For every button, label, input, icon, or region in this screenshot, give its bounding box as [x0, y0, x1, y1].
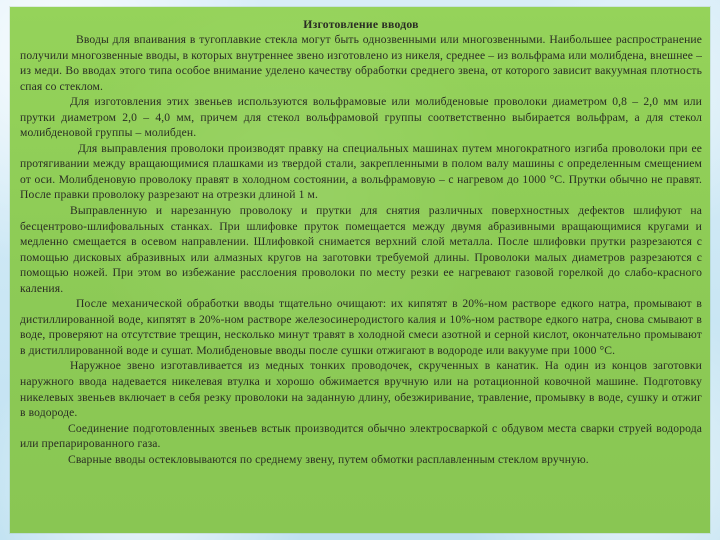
paragraph-7: Соединение подготовленных звеньев встык производится обычно электросваркой с обдувом места сварки струей водорода или препарированного газа.	[20, 421, 702, 451]
paragraph-8: Сварные вводы остекловываются по среднему звену, путем обмотки расплавленным стеклом вручную.	[68, 452, 589, 466]
document-body	[20, 17, 702, 527]
paragraph-5: После механической обработки вводы тщательно очищают: их кипятят в 20%-ном растворе едкого натра, промывают в дистиллированной воде, кипятят в 20%-ном растворе железосинеродистого калия и 10%-ном растворе едкого натра, снова смывают в воде, проверяют на отсутствие трещин, несколько минут травят в холодной смеси азотной и серной кислот, окончательно промывают в дистиллированной воде и сушат. Молибденовые вводы после сушки отжигают в водороде или вакууме при 1000 °С.	[20, 297, 702, 357]
paragraph-6: Наружное звено изготавливается из медных тонких проводочек, скрученных в канатик. На один из концов заготовки наружного ввода надевается никелевая втулка и хорошо обжимается вручную или на ротационной ковочной машине. Подготовку никелевых звеньев включает в себя резку проволоки на заданную длину, обезжиривание, травление, промывку в воде, сушку и отжиг в водороде.	[20, 359, 702, 420]
paragraph-3: Для выправления проволоки производят правку на специальных машинах путем многократного изгиба проволоки при ее протягивании между вращающимися плашками из твердой стали, закрепленными в полом валу машины с определенным смещением от оси. Молибденовую проволоку правят в холодном состоянии, а вольфрамовую – с нагревом до 1000 °С. Прутки обычно не правят. После правки проволоку разрезают на отрезки длиной 1 м.	[20, 141, 702, 202]
text-panel	[10, 7, 710, 533]
paragraph-2: Для изготовления этих звеньев используются вольфрамовые или молибденовые проволоки диаметром 0,8 – 2,0 мм или прутки диаметром 2,0 – 4,0 мм, причем для стекол вольфрамовой группы соответственно выбирается вольфрам, а для стекол молибденовой группы – молибден.	[20, 95, 702, 140]
document-title: Изготовление вводов	[303, 18, 419, 31]
paragraph-1: Вводы для впаивания в тугоплавкие стекла могут быть однозвенными или многозвенными. Наибольшее распространение получили многозвенные вводы, в которых внутреннее звено изготовлено из никеля, среднее – из вольфрама или молибдена, внешнее – из меди. Во вводах этого типа особое внимание уделено качеству обработки среднего звена, от которого зависит вакуумная плотность спая со стеклом.	[20, 33, 702, 93]
paragraph-4: Выправленную и нарезанную проволоку и прутки для снятия различных поверхностных дефектов шлифуют на бесцентрово-шлифовальных станках. При шлифовке пруток помещается между двумя абразивными вращающимися кругами и медленно смещается в осевом направлении. Шлифовкой снимается верхний слой металла. После шлифовки прутки разрезаются с помощью дисковых абразивных или алмазных кругов на заготовки требуемой длины. Проволоки малых диаметров разрезаются с помощью ножей. При этом во избежание расслоения проволоки по месту резки ее нагревают газовой горелкой до слабо-красного каления.	[20, 204, 702, 295]
